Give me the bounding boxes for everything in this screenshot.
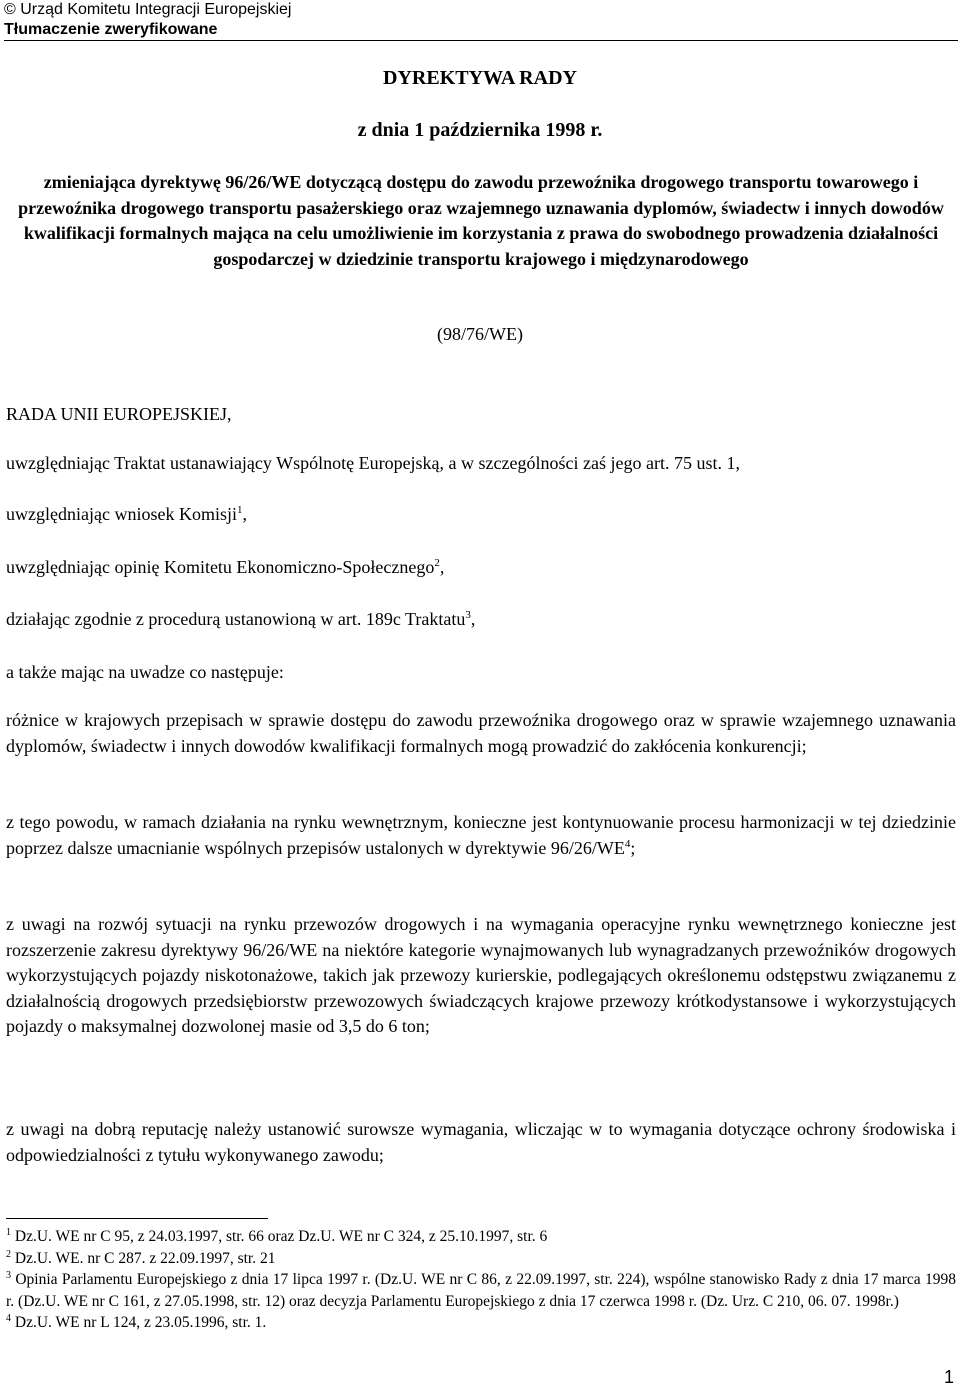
footnote-3 [6, 1269, 956, 1312]
footnote-ref-1[interactable]: 1 [236, 504, 243, 516]
footnote-4 [6, 1312, 956, 1334]
copyright-line: © Urząd Komitetu Integracji Europejskiej [4, 1, 292, 18]
recital-2-tail: ; [630, 837, 636, 858]
footnote-1-text: Dz.U. WE nr C 95, z 24.03.1997, str. 66 oraz Dz.U. WE nr C 324, z 25.10.1997, str. 6 [14, 1228, 548, 1245]
document-date: z dnia 1 października 1998 r. [357, 119, 603, 141]
footnote-4-number: 4 [6, 1312, 11, 1324]
recitals-intro: a także mając na uwadze co następuje: [6, 662, 284, 682]
footnote-ref-4[interactable]: 4 [624, 837, 631, 850]
footnotes [6, 1226, 956, 1334]
footnote-ref-3[interactable]: 3 [465, 609, 471, 621]
document-title: DYREKTYWA RADY [383, 67, 577, 89]
page-number: 1 [943, 1367, 954, 1387]
citation-committee-tail: , [439, 557, 445, 577]
citation-committee [6, 555, 956, 579]
citation-commission-tail: , [242, 504, 247, 524]
footnote-1 [6, 1226, 956, 1248]
citation-committee-text: uwzględniając opinię Komitetu Ekonomiczno-Społecznego [6, 557, 435, 577]
recital-3: z uwagi na rozwój sytuacji na rynku przewozów drogowych i na wymagania operacyjne rynku wewnętrznego konieczne jest rozszerzenie zakresu dyrektywy 96/26/WE na niektóre kategorie wynajmowanych lub wynagradzanych przewoźników drogowych wykorzystujących pojazdy niskotonażowe, takich jak przewozy kurierskie, podlegających określonemu odstępstwu związanemu z działalnością drogowych przedsiębiorstw przewozowych świadczących krajowe przewozy krótkodystansowe i wykorzystujących pojazdy o maksymalnej dozwolonej masie od 3,5 do 6 ton; [6, 914, 956, 1036]
page-header [4, 0, 958, 41]
citation-procedure-text: działając zgodnie z procedurą ustanowioną w art. 189c Traktatu [6, 609, 466, 629]
citation-procedure [6, 607, 956, 631]
citation-commission-text: uwzględniając wniosek Komisji [6, 504, 237, 524]
footnote-ref-2[interactable]: 2 [434, 557, 440, 569]
footnote-2-number: 2 [6, 1248, 11, 1260]
citation-procedure-tail: , [470, 609, 476, 629]
footnote-3-number: 3 [6, 1269, 11, 1281]
recital-4: z uwagi na dobrą reputację należy ustanowić surowsze wymagania, wliczając w to wymagania dotyczące ochrony środowiska i odpowiedzialności z tytułu wykonywanego zawodu; [6, 1119, 956, 1165]
footnote-2 [6, 1248, 956, 1270]
verified-translation-label: Tłumaczenie zweryfikowane [4, 21, 218, 38]
council-heading: RADA UNII EUROPEJSKIEJ, [6, 404, 232, 424]
document-code: (98/76/WE) [437, 324, 523, 344]
footnote-3-text: Opinia Parlamentu Europejskiego z dnia 17 lipca 1997 r. (Dz.U. WE nr C 86, z 22.09.1997, str. 224), wspólne stanowisko Rady z dnia 17 marca 1998 r. (Dz.U. WE nr C 161, z 27.05.1998, str. 12) oraz decyzja Parlamentu Europejskiego z dnia 17 czerwca 1998 r. (Dz. Urz. C 210, 06. 07. 1998r.) [6, 1271, 956, 1310]
recital-2 [6, 810, 956, 861]
citation-commission [6, 502, 956, 526]
recital-1: różnice w krajowych przepisach w sprawie dostępu do zawodu przewoźnika drogowego oraz w sprawie wzajemnego uznawania dyplomów, świadectw i innych dowodów kwalifikacji formalnych mogą prowadzić do zakłócenia konkurencji; [6, 710, 956, 756]
document-subject: zmieniająca dyrektywę 96/26/WE dotyczącą dostępu do zawodu przewoźnika drogowego transportu towarowego i przewoźnika drogowego transportu pasażerskiego oraz wzajemnego uznawania dyplomów, świadectw i innych dowodów kwalifikacji formalnych mająca na celu umożliwienie im korzystania z prawa do swobodnego prowadzenia działalności gospodarczej w dziedzinie transportu krajowego i międzynarodowego [18, 172, 944, 269]
footnote-1-number: 1 [6, 1226, 11, 1238]
footnote-4-text: Dz.U. WE nr L 124, z 23.05.1996, str. 1. [14, 1314, 267, 1331]
footnote-2-text: Dz.U. WE. nr C 287. z 22.09.1997, str. 21 [14, 1249, 276, 1267]
footnote-separator [6, 1218, 268, 1219]
recital-2-text: z tego powodu, w ramach działania na rynku wewnętrznym, konieczne jest kontynuowanie procesu harmonizacji w tej dziedzinie poprzez dalsze umacnianie wspólnych przepisów ustalonych w dyrektywie 96/26/WE [6, 812, 956, 858]
citation-treaty: uwzględniając Traktat ustanawiający Wspólnotę Europejską, a w szczególności zaś jego art. 75 ust. 1, [6, 453, 740, 473]
